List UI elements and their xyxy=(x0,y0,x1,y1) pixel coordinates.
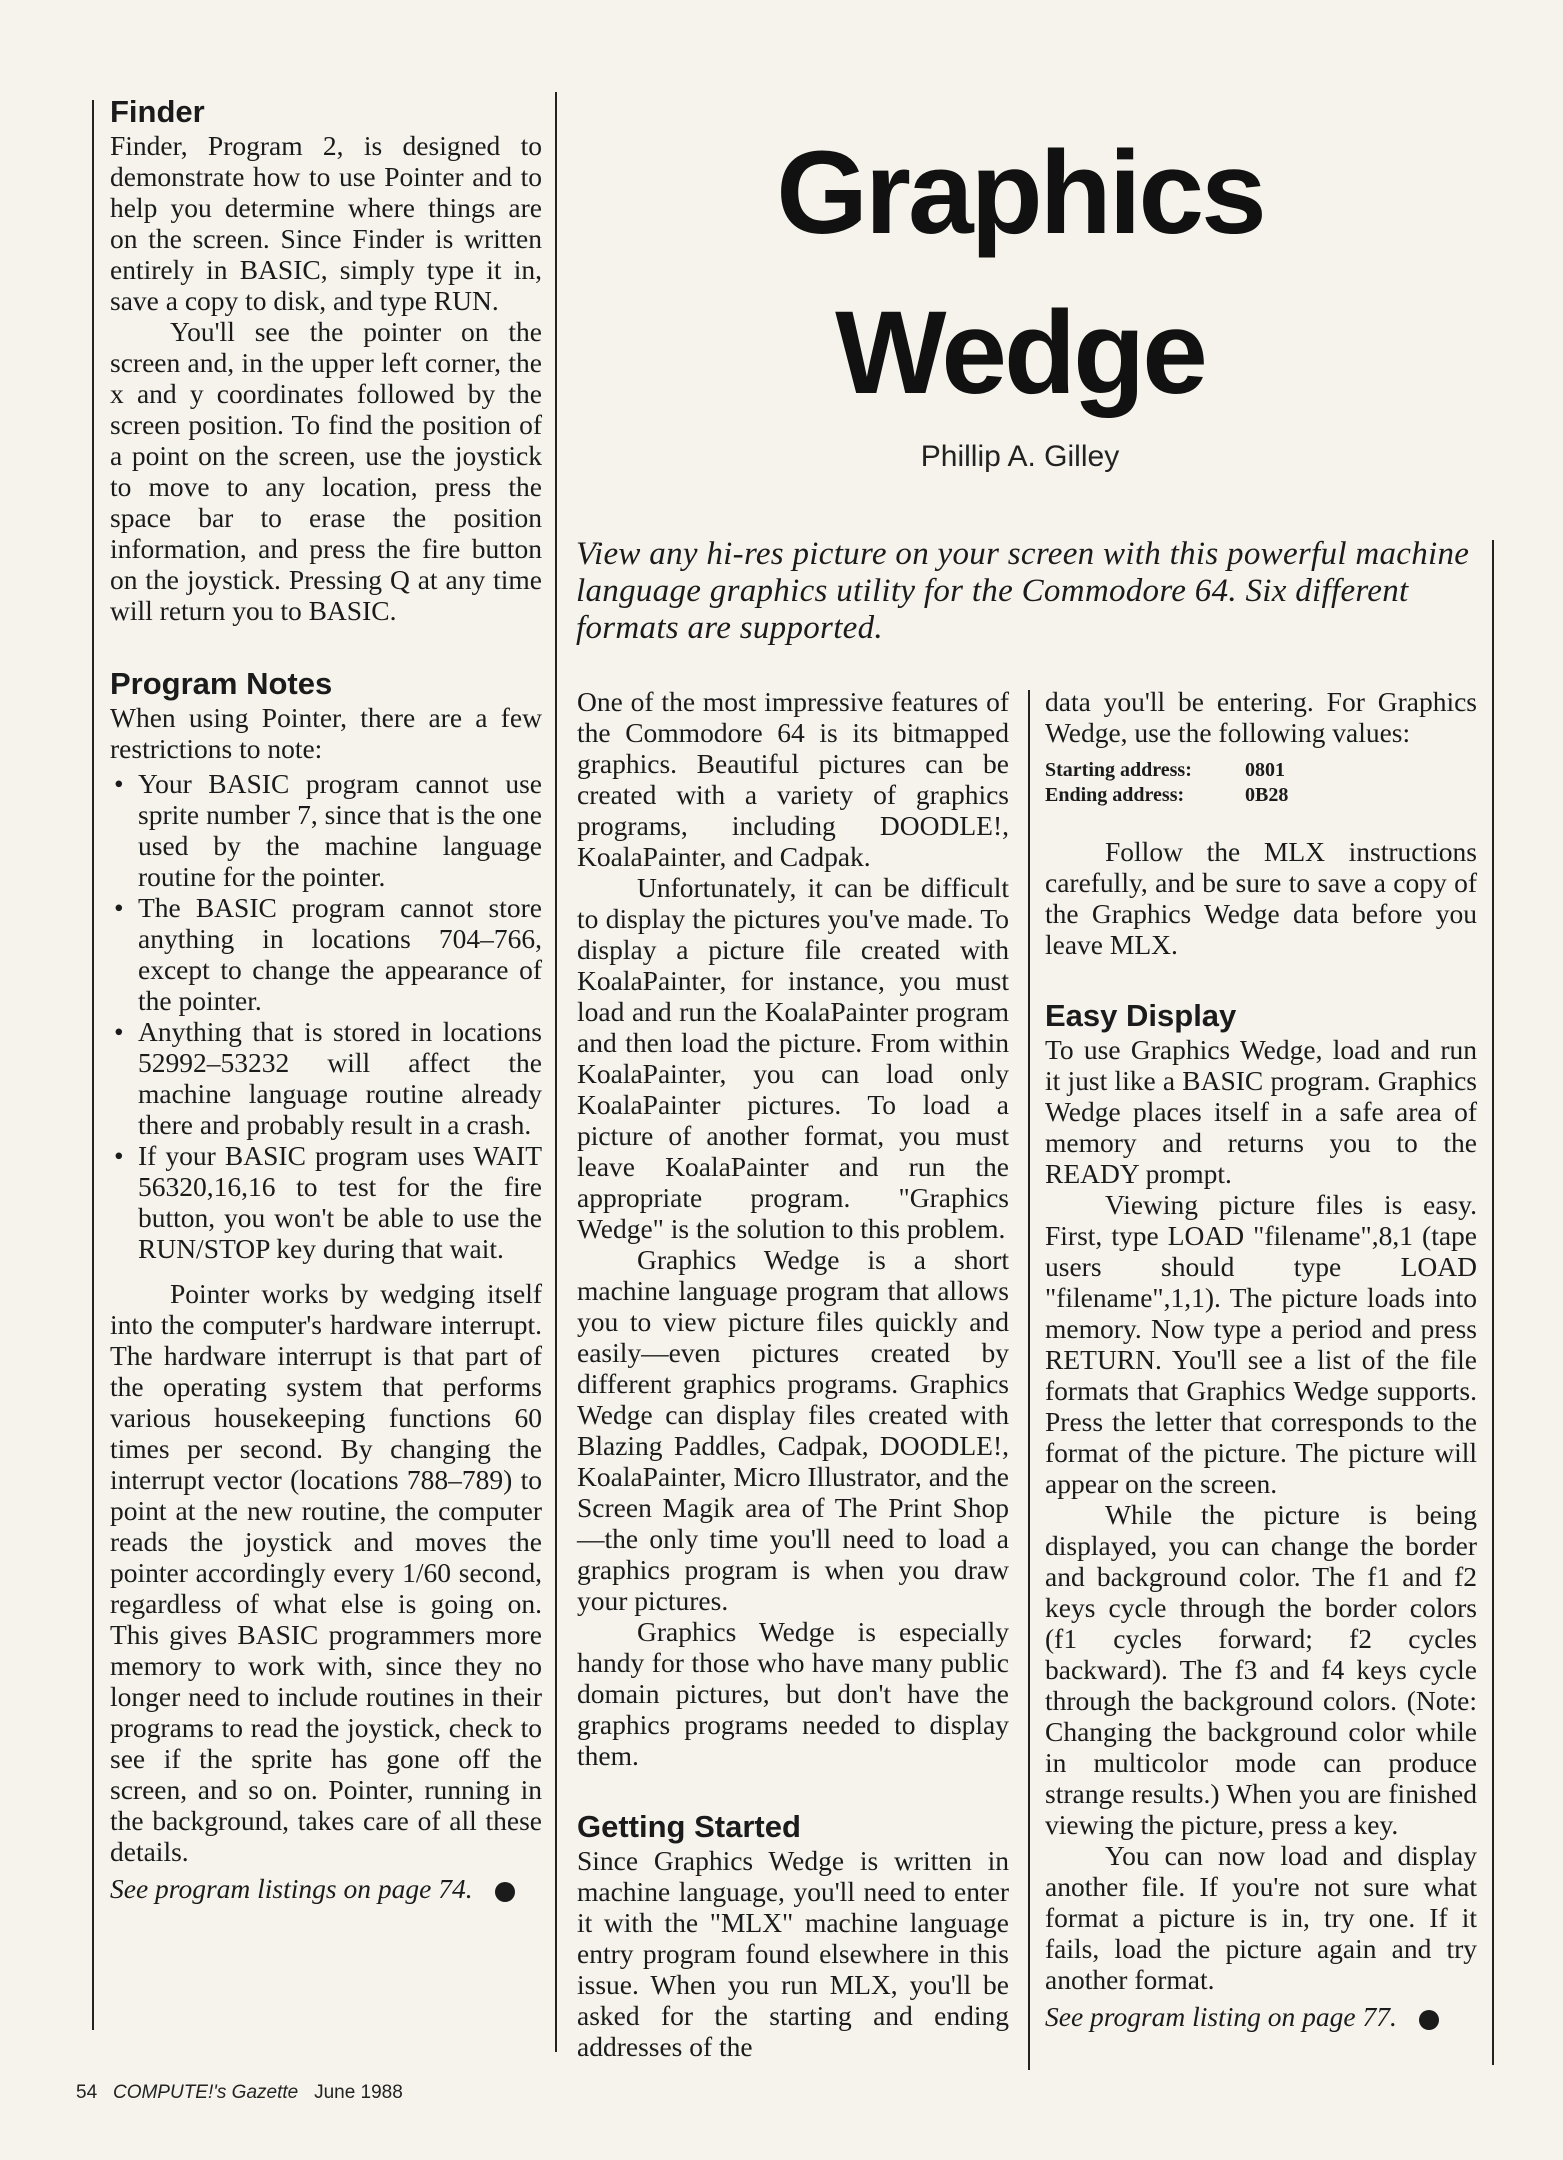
starting-address-label: Starting address: xyxy=(1045,759,1192,781)
page-footer xyxy=(76,2082,403,2104)
pointer-paragraph: Pointer works by wedging itself into the computer's hardware interrupt. The hardware interrupt is that part of the operating system that performs various housekeeping functions 60 times per second. By changing the interrupt vector (locations 788–789) to point at the new routine, the computer reads the joystick and moves the pointer accordingly every 1/60 second, regardless of what else is going on. This gives BASIC programmers more memory to work with, since they no longer need to include routines in their programs to read the joystick, check to see if the sprite has gone off the screen, and so on. Pointer, running in the background, takes care of all these details. xyxy=(110,1278,542,1867)
program-listing-reference: See program listings on page 74. xyxy=(110,1873,473,1904)
right-paragraph-6: You can now load and display another file. If you're not sure what format a picture is in, try one. If it fails, load the picture again and try another format. xyxy=(1045,1840,1477,1995)
finder-paragraph-2: You'll see the pointer on the screen and, in the upper left corner, the x and y coordinates followed by the screen position. To find the position of a point on the screen, use the joystick to move to any location, press the space bar to erase the position information, and press the fire button on the joystick. Pressing Q at any time will return you to BASIC. xyxy=(110,316,542,626)
article-title-line-1: Graphics xyxy=(776,127,1264,259)
right-paragraph-4: Viewing picture files is easy. First, type LOAD "filename",8,1 (tape users should type LOAD "filename",1,1). The picture loads into memory. Now type a period and press RETURN. You'll see a list of the file formats that Graphics Wedge supports. Press the letter that corresponds to the format of the picture. The picture will appear on the screen. xyxy=(1045,1189,1477,1499)
middle-column xyxy=(577,686,1009,2062)
left-column xyxy=(110,94,542,1904)
right-paragraph-3: To use Graphics Wedge, load and run it just like a BASIC program. Graphics Wedge places itself in a safe area of memory and returns you to the READY prompt. xyxy=(1045,1034,1477,1189)
list-item: • If your BASIC program uses WAIT 56320,16,16 to test for the fire button, you won't be able to use the RUN/STOP key during that wait. xyxy=(110,1140,542,1264)
finder-paragraph-1: Finder, Program 2, is designed to demonstrate how to use Pointer and to help you determine where things are on the screen. Since Finder is written entirely in BASIC, simply type it in, save a copy to disk, and type RUN. xyxy=(110,130,542,316)
address-values xyxy=(1045,758,1477,808)
starting-address-value: 0801 xyxy=(1245,759,1285,781)
list-item: • The BASIC program cannot store anything in locations 704–766, except to change the appearance of the pointer. xyxy=(110,892,542,1016)
right-column xyxy=(1045,686,1477,2032)
gazette-logo-icon xyxy=(495,1882,515,1902)
middle-column-rule xyxy=(1028,690,1030,2070)
easy-display-heading: Easy Display xyxy=(1045,998,1237,1033)
program-listing-reference: See program listing on page 77. xyxy=(1045,2001,1397,2032)
right-paragraph-2: Follow the MLX instructions carefully, and be sure to save a copy of the Graphics Wedge data before you leave MLX. xyxy=(1045,836,1477,960)
restrictions-list xyxy=(110,768,542,1264)
right-tail-line xyxy=(1045,2001,1477,2032)
article-deck: View any hi-res picture on your screen with this powerful machine language graphics utility for the Commodore 64. Six different formats are supported. xyxy=(576,536,1470,646)
list-item: • Your BASIC program cannot use sprite number 7, since that is the one used by the machine language routine for the pointer. xyxy=(110,768,542,892)
program-notes-heading: Program Notes xyxy=(110,666,333,701)
intro-paragraph: One of the most impressive features of the Commodore 64 is its bitmapped graphics. Beautiful pictures can be created with a variety of graphics programs, including DOODLE!, KoalaPainter, and Cadpak. xyxy=(577,686,1009,872)
left-tail-line xyxy=(110,1873,542,1904)
ending-address-value: 0B28 xyxy=(1245,784,1289,806)
page-number: 54 xyxy=(76,2082,98,2103)
middle-paragraph-4: Graphics Wedge is especially handy for those who have many public domain pictures, but don't have the graphics programs needed to display them. xyxy=(577,1616,1009,1771)
left-column-rule-left xyxy=(92,100,94,2030)
list-item: • Anything that is stored in locations 52992–53232 will affect the machine language routine already there and probably result in a crash. xyxy=(110,1016,542,1140)
right-paragraph-1: data you'll be entering. For Graphics Wedge, use the following values: xyxy=(1045,686,1477,748)
getting-started-heading: Getting Started xyxy=(577,1809,801,1844)
magazine-name: COMPUTE!'s Gazette xyxy=(112,2082,299,2103)
middle-paragraph-2: Unfortunately, it can be difficult to display the pictures you've made. To display a picture file created with KoalaPainter, for instance, you must load and run the KoalaPainter program and then load the picture. From within KoalaPainter, you can load only KoalaPainter pictures. To load a picture of another format, you must leave KoalaPainter and run the appropriate program. "Graphics Wedge" is the solution to this problem. xyxy=(577,872,1009,1244)
gazette-logo-icon xyxy=(1419,2010,1439,2030)
middle-paragraph-3: Graphics Wedge is a short machine language program that allows you to view picture files quickly and easily—even pictures created by different graphics programs. Graphics Wedge can display files created with Blazing Paddles, Cadpak, DOODLE!, KoalaPainter, Micro Illustrator, and the Screen Magik area of The Print Shop—the only time you'll need to load a graphics program is when you draw your pictures. xyxy=(577,1244,1009,1616)
article-byline: Phillip A. Gilley xyxy=(920,440,1120,473)
middle-paragraph-5: Since Graphics Wedge is written in machine language, you'll need to enter it with the "MLX" machine language entry program found elsewhere in this issue. When you run MLX, you'll be asked for the starting and ending addresses of the xyxy=(577,1845,1009,2062)
left-column-rule-right xyxy=(555,92,557,2052)
article-title-line-2: Wedge xyxy=(835,287,1205,419)
finder-heading: Finder xyxy=(110,94,205,129)
issue-date: June 1988 xyxy=(314,2082,403,2103)
ending-address-label: Ending address: xyxy=(1045,784,1185,806)
program-notes-intro: When using Pointer, there are a few restrictions to note: xyxy=(110,702,542,764)
right-column-rule xyxy=(1492,540,1494,2065)
right-paragraph-5: While the picture is being displayed, you can change the border and background color. The f1 and f2 keys cycle through the border colors (f1 cycles forward; f2 cycles backward). The f3 and f4 keys cycle through the background colors. (Note: Changing the background color while in multicolor mode can produce strange results.) When you are finished viewing the picture, press a key. xyxy=(1045,1499,1477,1840)
